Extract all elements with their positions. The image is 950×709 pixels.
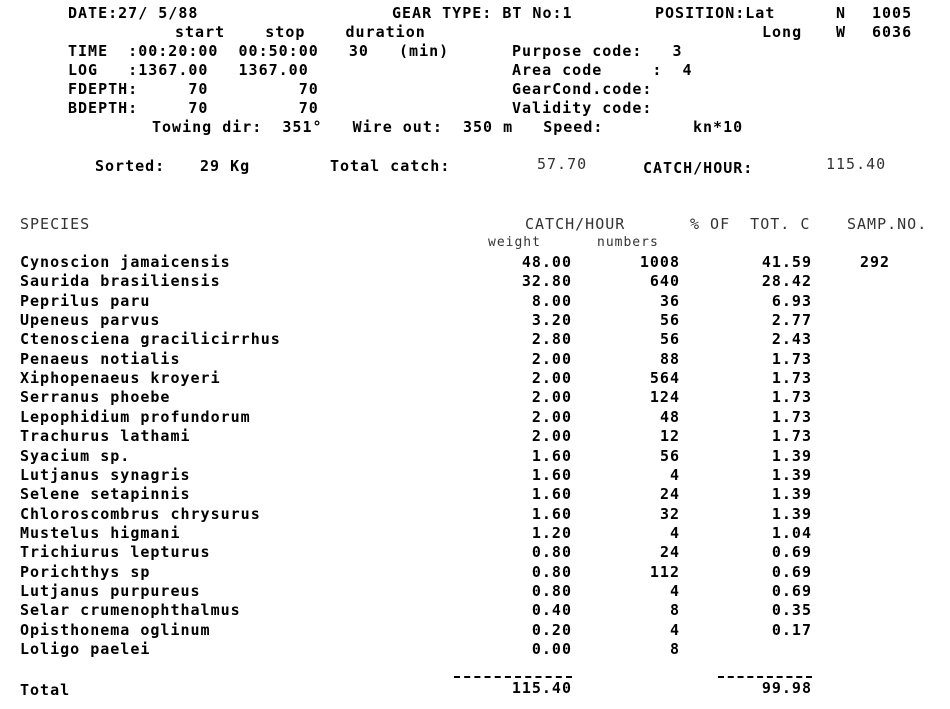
time-column-heads: start stop duration	[175, 23, 426, 41]
percent-value: 1.39	[771, 447, 812, 465]
numbers-value: 48	[659, 408, 680, 426]
weight-value: 2.00	[531, 369, 572, 387]
numbers-value: 24	[659, 543, 680, 561]
sorted-value: 29 Kg	[200, 157, 251, 175]
percent-value: 1.73	[771, 388, 812, 406]
total-weight: 115.40	[511, 679, 572, 697]
numbers-value: 564	[649, 369, 680, 387]
numbers-value: 56	[659, 447, 680, 465]
species-name: Lutjanus synagris	[20, 466, 191, 484]
percent-value: 41.59	[761, 253, 812, 271]
percent-value: 0.35	[771, 601, 812, 619]
percent-value: 1.39	[771, 485, 812, 503]
percent-value: 0.69	[771, 582, 812, 600]
numbers-value: 88	[659, 350, 680, 368]
numbers-value: 1008	[639, 253, 680, 271]
percent-value: 1.73	[771, 427, 812, 445]
species-name: Ctenosciena gracilicirrhus	[20, 330, 281, 348]
weight-header: weight	[488, 235, 541, 250]
weight-value: 1.60	[531, 466, 572, 484]
weight-value: 0.00	[531, 640, 572, 658]
species-header: SPECIES	[20, 215, 91, 233]
species-name: Lutjanus purpureus	[20, 582, 201, 600]
bdepth-row: BDEPTH: 70 70	[68, 99, 319, 117]
weight-value: 1.60	[531, 447, 572, 465]
purpose-code: Purpose code: 3	[512, 42, 683, 60]
species-name: Trachurus lathami	[20, 427, 191, 445]
validity-code: Validity code:	[512, 99, 653, 117]
sample-number-value: 292	[860, 253, 891, 271]
numbers-value: 24	[659, 485, 680, 503]
weight-value: 0.80	[531, 543, 572, 561]
sample-number-header: SAMP.NO.	[847, 215, 928, 233]
percent-value: 1.39	[771, 505, 812, 523]
numbers-value: 8	[669, 601, 680, 619]
percent-total-header: % OF TOT. C	[690, 215, 811, 233]
numbers-value: 8	[669, 640, 680, 658]
weight-value: 0.80	[531, 563, 572, 581]
percent-value: 0.69	[771, 563, 812, 581]
numbers-value: 4	[669, 582, 680, 600]
time-row: TIME :00:20:00 00:50:00 30 (min)	[68, 42, 450, 60]
lat-value: 1005	[872, 4, 913, 22]
percent-value: 6.93	[771, 292, 812, 310]
species-name: Lepophidium profundorum	[20, 408, 251, 426]
towing-row: Towing dir: 351° Wire out: 350 m Speed:	[152, 118, 604, 136]
percent-value: 0.69	[771, 543, 812, 561]
percent-value: 1.73	[771, 408, 812, 426]
species-name: Porichthys sp	[20, 563, 151, 581]
weight-value: 2.00	[531, 427, 572, 445]
numbers-value: 4	[669, 621, 680, 639]
species-name: Chloroscombrus chrysurus	[20, 505, 261, 523]
lon-value: 6036	[872, 23, 913, 41]
area-code: Area code : 4	[512, 61, 693, 79]
catch-per-hour-header: CATCH/HOUR	[525, 215, 626, 233]
species-name: Mustelus higmani	[20, 524, 181, 542]
numbers-value: 640	[649, 272, 680, 290]
total-catch-label: Total catch:	[330, 157, 451, 175]
percent-value: 2.77	[771, 311, 812, 329]
percent-value: 1.73	[771, 369, 812, 387]
total-label: Total	[20, 681, 71, 699]
lat-hemisphere: N	[836, 4, 847, 22]
percent-value: 28.42	[761, 272, 812, 290]
weight-value: 1.20	[531, 524, 572, 542]
weight-total-rule	[454, 676, 572, 678]
percent-value: 1.39	[771, 466, 812, 484]
percent-value: 1.73	[771, 350, 812, 368]
weight-value: 1.60	[531, 505, 572, 523]
species-name: Selar crumenophthalmus	[20, 601, 241, 619]
weight-value: 8.00	[531, 292, 572, 310]
date-label: DATE:27/ 5/88	[68, 4, 199, 22]
numbers-value: 56	[659, 330, 680, 348]
species-name: Selene setapinnis	[20, 485, 191, 503]
species-name: Saurida brasiliensis	[20, 272, 221, 290]
species-name: Xiphopenaeus kroyeri	[20, 369, 221, 387]
weight-value: 0.80	[531, 582, 572, 600]
weight-value: 2.00	[531, 388, 572, 406]
fdepth-row: FDEPTH: 70 70	[68, 80, 319, 98]
numbers-value: 4	[669, 524, 680, 542]
percent-value: 2.43	[771, 330, 812, 348]
percent-total-rule	[718, 676, 812, 678]
weight-value: 3.20	[531, 311, 572, 329]
species-name: Serranus phoebe	[20, 388, 171, 406]
numbers-value: 12	[659, 427, 680, 445]
numbers-value: 32	[659, 505, 680, 523]
weight-value: 48.00	[521, 253, 572, 271]
lon-hemisphere: W	[836, 23, 847, 41]
weight-value: 2.00	[531, 408, 572, 426]
total-catch-value: 57.70	[537, 155, 588, 173]
catch-per-hour-value: 115.40	[826, 155, 887, 173]
species-name: Cynoscion jamaicensis	[20, 253, 231, 271]
species-name: Peprilus paru	[20, 292, 151, 310]
weight-value: 0.20	[531, 621, 572, 639]
numbers-value: 4	[669, 466, 680, 484]
species-name: Trichiurus lepturus	[20, 543, 211, 561]
catch-per-hour-label: CATCH/HOUR:	[643, 159, 754, 177]
species-name: Penaeus notialis	[20, 350, 181, 368]
species-name: Opisthonema oglinum	[20, 621, 211, 639]
weight-value: 0.40	[531, 601, 572, 619]
log-row: LOG :1367.00 1367.00	[68, 61, 309, 79]
weight-value: 1.60	[531, 485, 572, 503]
position-label: POSITION:Lat	[655, 4, 776, 22]
percent-value: 0.17	[771, 621, 812, 639]
numbers-header: numbers	[597, 235, 659, 250]
numbers-value: 56	[659, 311, 680, 329]
numbers-value: 112	[649, 563, 680, 581]
weight-value: 2.00	[531, 350, 572, 368]
species-name: Syacium sp.	[20, 447, 131, 465]
percent-value: 1.04	[771, 524, 812, 542]
gear-type-label: GEAR TYPE: BT No:1	[392, 4, 573, 22]
weight-value: 32.80	[521, 272, 572, 290]
lon-label: Long	[762, 23, 803, 41]
gearcond-code: GearCond.code:	[512, 80, 653, 98]
numbers-value: 124	[649, 388, 680, 406]
total-percent: 99.98	[761, 679, 812, 697]
sorted-label: Sorted:	[95, 157, 166, 175]
speed-unit: kn*10	[693, 118, 744, 136]
species-name: Upeneus parvus	[20, 311, 161, 329]
numbers-value: 36	[659, 292, 680, 310]
weight-value: 2.80	[531, 330, 572, 348]
species-name: Loligo paelei	[20, 640, 151, 658]
